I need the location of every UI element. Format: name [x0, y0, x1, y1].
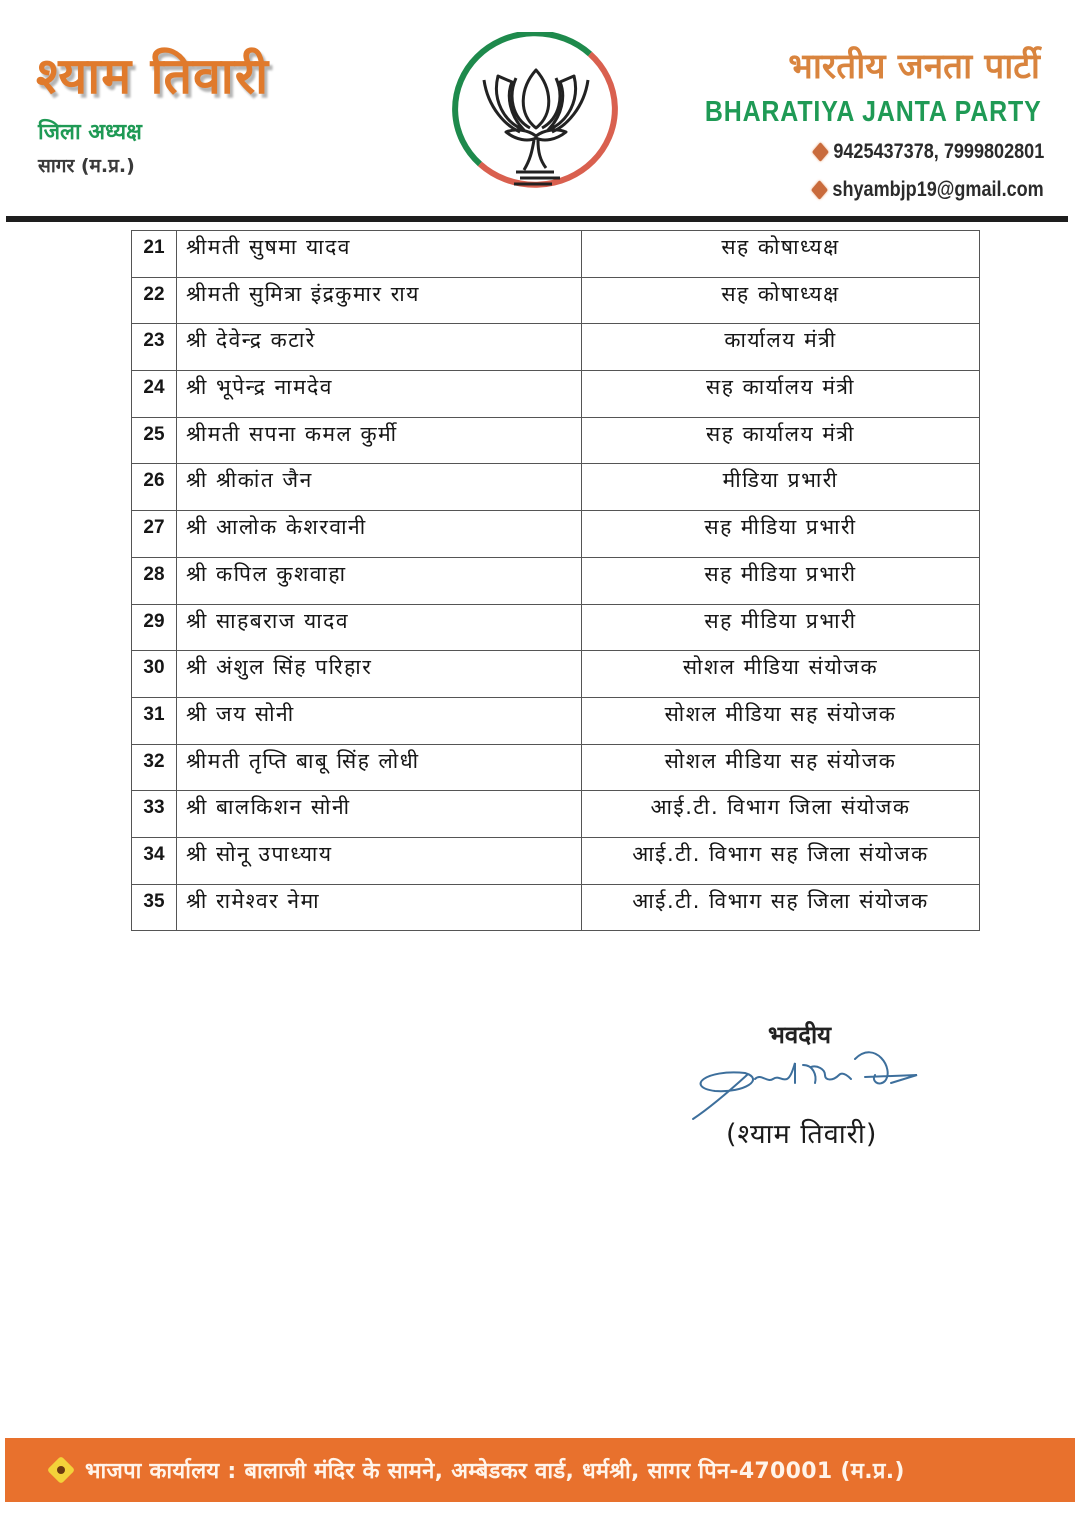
address-footer [5, 1438, 1075, 1502]
member-role: सोशल मीडिया सह संयोजक [582, 744, 980, 791]
member-role: सह मीडिया प्रभारी [582, 557, 980, 604]
location-pin-icon [47, 1456, 75, 1484]
table-row [132, 837, 980, 884]
table-row [132, 511, 980, 558]
office-bearers-table [131, 230, 980, 931]
member-name: श्री अंशुल सिंह परिहार [177, 651, 582, 698]
member-name: श्री सोनू उपाध्याय [177, 837, 582, 884]
table-row [132, 464, 980, 511]
lotus-icon [450, 32, 622, 192]
table-row [132, 277, 980, 324]
table-row [132, 324, 980, 371]
email-icon [811, 180, 828, 200]
member-role: सह कार्यालय मंत्री [582, 371, 980, 418]
member-name: श्री साहबराज यादव [177, 604, 582, 651]
member-name: श्री भूपेन्द्र नामदेव [177, 371, 582, 418]
row-number: 23 [132, 324, 177, 371]
row-number: 33 [132, 791, 177, 838]
row-number: 22 [132, 277, 177, 324]
header-divider [6, 216, 1068, 222]
signature-scribble-icon [685, 1035, 925, 1125]
contact-phone [814, 140, 1044, 164]
member-name: श्रीमती तृप्ति बाबू सिंह लोधी [177, 744, 582, 791]
member-name: श्रीमती सपना कमल कुर्मी [177, 417, 582, 464]
row-number: 24 [132, 371, 177, 418]
member-role: सह कोषाध्यक्ष [582, 277, 980, 324]
row-number: 21 [132, 231, 177, 278]
member-name: श्री श्रीकांत जैन [177, 464, 582, 511]
row-number: 27 [132, 511, 177, 558]
member-role: सोशल मीडिया सह संयोजक [582, 697, 980, 744]
table-row [132, 651, 980, 698]
sender-place: सागर (म.प्र.) [38, 155, 135, 177]
member-role: सह मीडिया प्रभारी [582, 511, 980, 558]
closing-salutation: भवदीय [768, 1021, 832, 1049]
row-number: 35 [132, 884, 177, 931]
row-number: 32 [132, 744, 177, 791]
member-role: कार्यालय मंत्री [582, 324, 980, 371]
member-name: श्रीमती सुमित्रा इंद्रकुमार राय [177, 277, 582, 324]
table-row [132, 884, 980, 931]
row-number: 34 [132, 837, 177, 884]
table-body [132, 231, 980, 931]
table-row [132, 604, 980, 651]
member-name: श्री आलोक केशरवानी [177, 511, 582, 558]
letterhead [0, 0, 1080, 222]
member-name: श्री रामेश्वर नेमा [177, 884, 582, 931]
table-row [132, 417, 980, 464]
row-number: 29 [132, 604, 177, 651]
member-name: श्री जय सोनी [177, 697, 582, 744]
member-name: श्री बालकिशन सोनी [177, 791, 582, 838]
member-role: आई.टी. विभाग सह जिला संयोजक [582, 884, 980, 931]
bjp-lotus-logo [450, 32, 622, 192]
email-address[interactable]: shyambjp19@gmail.com [832, 178, 1044, 201]
office-address: भाजपा कार्यालय : बालाजी मंदिर के सामने, अम्बेडकर वार्ड, धर्मश्री, सागर पिन-470001 (म.प्र.) [85, 1459, 905, 1484]
table-row [132, 557, 980, 604]
member-role: सह कार्यालय मंत्री [582, 417, 980, 464]
member-role: मीडिया प्रभारी [582, 464, 980, 511]
member-role: आई.टी. विभाग जिला संयोजक [582, 791, 980, 838]
party-name-english: BHARATIYA JANTA PARTY [705, 96, 1042, 128]
contact-email [814, 178, 1044, 202]
phone-icon [812, 142, 829, 162]
member-role: आई.टी. विभाग सह जिला संयोजक [582, 837, 980, 884]
row-number: 25 [132, 417, 177, 464]
table-row [132, 371, 980, 418]
member-role: सह मीडिया प्रभारी [582, 604, 980, 651]
member-role: सह कोषाध्यक्ष [582, 231, 980, 278]
party-name-hindi: भारतीय जनता पार्टी [788, 47, 1040, 87]
table-row [132, 744, 980, 791]
member-name: श्री देवेन्द्र कटारे [177, 324, 582, 371]
phone-numbers: 9425437378, 7999802801 [833, 140, 1044, 163]
member-role: सोशल मीडिया संयोजक [582, 651, 980, 698]
row-number: 28 [132, 557, 177, 604]
row-number: 31 [132, 697, 177, 744]
signatory-name: (श्याम तिवारी) [726, 1119, 878, 1150]
table-row [132, 231, 980, 278]
sender-name: श्याम तिवारी [36, 47, 270, 105]
row-number: 30 [132, 651, 177, 698]
table-row [132, 791, 980, 838]
sender-designation: जिला अध्यक्ष [38, 120, 142, 145]
table-row [132, 697, 980, 744]
row-number: 26 [132, 464, 177, 511]
member-name: श्रीमती सुषमा यादव [177, 231, 582, 278]
member-name: श्री कपिल कुशवाहा [177, 557, 582, 604]
